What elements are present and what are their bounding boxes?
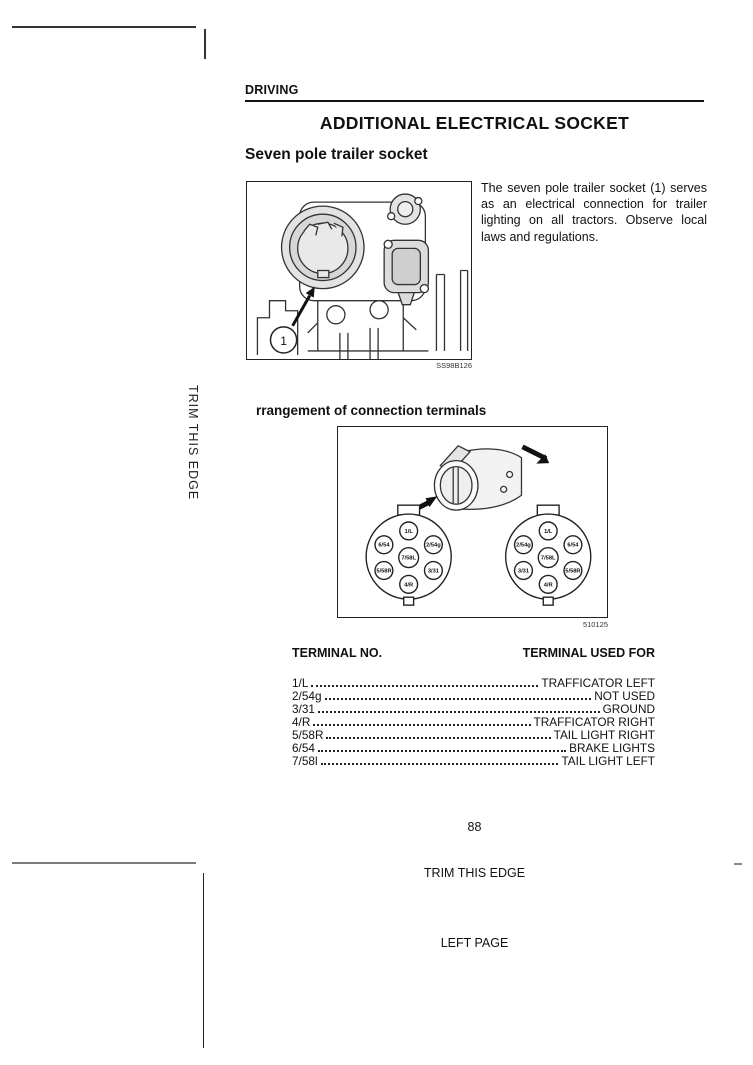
terminal-table (292, 646, 655, 767)
terminal-used-for: TRAFFICATOR LEFT (541, 676, 655, 690)
terminal-used-for: BRAKE LIGHTS (569, 741, 655, 755)
dotted-leader (325, 698, 592, 700)
terminal-no-header: TERMINAL NO. (292, 646, 383, 660)
pin-label: 3/31 (517, 568, 530, 575)
pin-label: 7/58L (540, 555, 556, 562)
table-row (292, 676, 655, 689)
trim-mark-bottom-vertical (203, 873, 204, 1048)
terminal-no: 4/R (292, 715, 311, 729)
pin-label: 3/31 (427, 568, 439, 575)
terminal-used-for: NOT USED (594, 689, 655, 703)
intro-paragraph: The seven pole trailer socket (1) serves as an electrical connection for trailer lighting on all tractors. Observe local laws and regulations. (481, 181, 707, 244)
terminal-no: 2/54g (292, 689, 322, 703)
table-row (292, 702, 655, 715)
section-label: DRIVING (245, 83, 299, 97)
terminal-used-for: GROUND (602, 702, 655, 716)
pin-label: 5/58R (376, 568, 392, 575)
table-row (292, 689, 655, 702)
callout-1 (271, 327, 297, 353)
figure1-caption: SS98B126 (436, 361, 472, 370)
pin-diagram-right (506, 505, 591, 605)
trim-mark-right-dash (734, 863, 742, 865)
terminal-used-for: TRAFFICATOR RIGHT (533, 715, 655, 729)
pin-label: 2/54g (426, 542, 441, 549)
table-row (292, 728, 655, 741)
left-page-label: LEFT PAGE (440, 936, 509, 950)
terminal-no: 3/31 (292, 702, 315, 716)
pin-label: 6/54 (567, 542, 579, 549)
trim-mark-top-horizontal (12, 26, 196, 28)
terminal-arrangement-diagram (338, 427, 607, 617)
terminal-no: 5/58R (292, 728, 324, 742)
trim-mark-bottom-horizontal (12, 862, 196, 864)
pin-diagram-left (366, 505, 451, 605)
trim-mark-top-vertical (204, 29, 206, 59)
dotted-leader (311, 685, 538, 687)
pin-label: 1/L (544, 528, 553, 535)
pointer-arrow-top-right (522, 447, 549, 464)
pin-label: 4/R (404, 582, 414, 589)
pin-label: 6/54 (378, 542, 390, 549)
terminal-used-for: TAIL LIGHT LEFT (561, 754, 655, 768)
dotted-leader (318, 750, 566, 752)
table-row (292, 741, 655, 754)
pin-label: 1/L (404, 528, 413, 535)
terminal-used-for-header: TERMINAL USED FOR (522, 646, 655, 660)
terminal-table-header (292, 646, 655, 660)
trim-edge-bottom-label: TRIM THIS EDGE (423, 866, 526, 880)
figure2-caption: 510125 (582, 620, 608, 629)
trailer-socket-figure (246, 181, 472, 360)
terminal-no: 6/54 (292, 741, 315, 755)
dotted-leader (326, 737, 550, 739)
arrangement-heading: rrangement of connection terminals (256, 403, 487, 418)
header-rule (245, 100, 704, 102)
table-row (292, 754, 655, 767)
terminal-no: 7/58l (292, 754, 318, 768)
pin-label: 5/58R (565, 568, 581, 575)
page-title: ADDITIONAL ELECTRICAL SOCKET (319, 113, 630, 133)
pin-label: 2/54g (516, 542, 531, 549)
dotted-leader (318, 711, 600, 713)
terminal-no: 1/L (292, 676, 309, 690)
dotted-leader (313, 724, 530, 726)
trim-edge-left-label: TRIM THIS EDGE (186, 385, 200, 501)
table-row (292, 715, 655, 728)
connector-3d-drawing (434, 446, 521, 510)
page-number: 88 (467, 820, 482, 834)
page-subtitle: Seven pole trailer socket (245, 146, 428, 163)
pin-label: 4/R (543, 582, 553, 589)
dotted-leader (321, 763, 559, 765)
pin-label: 7/58L (401, 555, 416, 562)
terminal-used-for: TAIL LIGHT RIGHT (553, 728, 655, 742)
trailer-socket-illustration (247, 182, 471, 359)
callout-arrow (293, 287, 315, 326)
terminal-arrangement-figure (337, 426, 608, 618)
callout-1-label: 1 (280, 333, 287, 348)
